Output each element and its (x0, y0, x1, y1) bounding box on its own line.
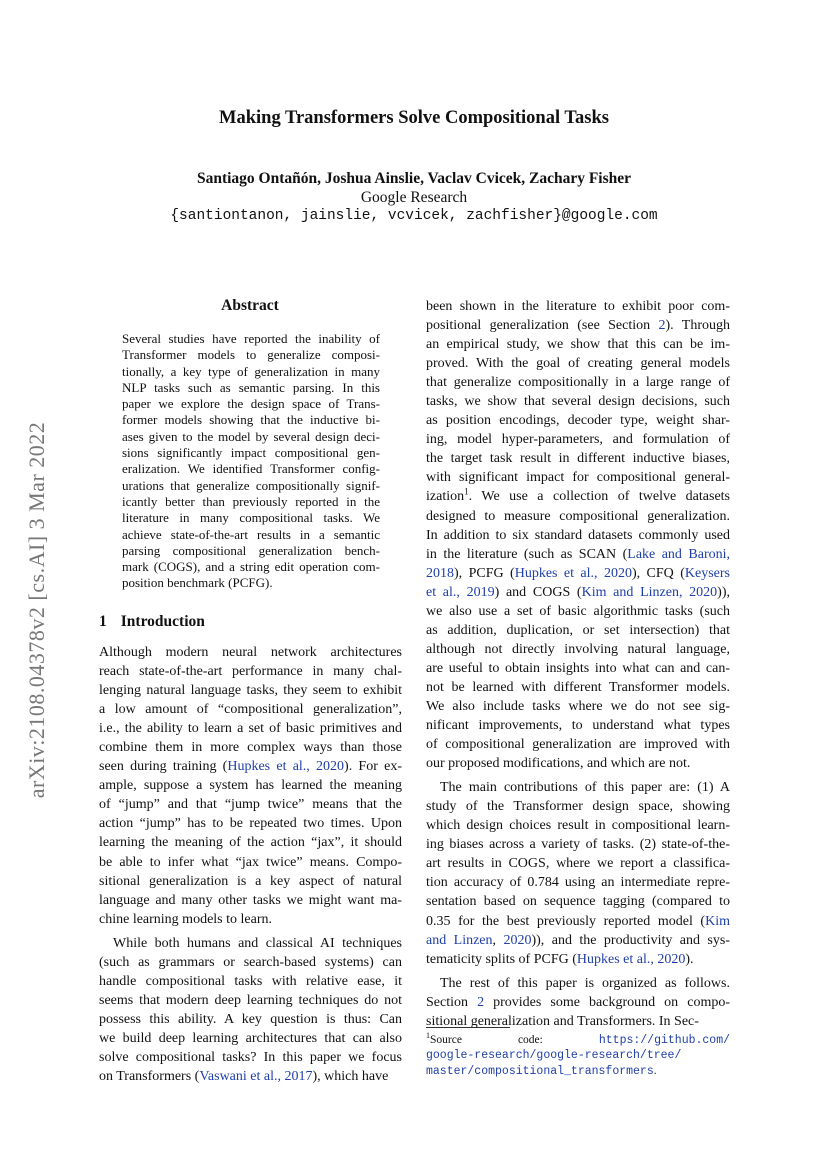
text-line (426, 487, 730, 506)
affiliation: Google Research (360, 189, 468, 206)
text-span: study of the Transformer design space, showing (426, 799, 730, 815)
text-span: NLP tasks such as semantic parsing. In this (122, 379, 380, 395)
text-line (426, 468, 730, 487)
text-line (122, 429, 380, 445)
text-line (122, 527, 380, 543)
section-heading-introduction (99, 613, 205, 631)
text-span: tionally, a key type of generalization in many (122, 363, 380, 379)
footnote-url-part-2[interactable]: google-research/google-research/tree/ (426, 1049, 682, 1063)
text-span: sions significantly impact compositional gen- (122, 445, 380, 461)
text-line (122, 331, 380, 347)
text-span: the target task result in different inductive biases, (426, 451, 730, 467)
text-line (426, 335, 730, 354)
text-line (122, 461, 380, 477)
text-span: Several studies have reported the inability of (122, 331, 380, 346)
text-line (99, 757, 402, 776)
text-span: . We use a collection of twelve datasets (468, 489, 730, 505)
text-span: chine learning models to learn. (99, 911, 272, 927)
text-span: The rest of this paper is organized as follows. (440, 975, 730, 991)
footnote-end: . (653, 1064, 657, 1077)
text-span: seems that modern deep learning techniques do not (99, 992, 402, 1008)
text-span: icantly better than previously reported in the (122, 493, 380, 509)
text-span: While both humans and classical AI techniques (113, 935, 402, 951)
text-line (122, 347, 380, 363)
text-line (122, 412, 380, 428)
text-line (426, 678, 730, 697)
text-span: Transformer models to generalize composi- (122, 347, 380, 363)
author-list: Santiago Ontañón, Joshua Ainslie, Vaclav Cvicek, Zachary Fisher (196, 170, 632, 187)
text-span: tion accuracy of 0.784 using an intermediate repre- (426, 875, 730, 891)
text-line (99, 1048, 402, 1067)
abstract-heading: Abstract (221, 297, 279, 314)
citation-link[interactable]: Kim (705, 913, 730, 929)
text-line (99, 934, 402, 953)
text-span: are useful to obtain insights into what can and can- (426, 660, 730, 676)
text-line (426, 754, 730, 773)
text-span: We also include tasks where we do not see sig- (426, 698, 730, 714)
text-line (426, 583, 730, 602)
text-span: Although modern neural network architectures (99, 645, 402, 660)
text-span: , (492, 932, 504, 948)
text-span: ). For ex- (344, 759, 402, 775)
citation-link[interactable]: Lake and Baroni, (627, 546, 730, 562)
text-line (426, 716, 730, 735)
text-span: paper we explore the design space of Trans- (122, 396, 380, 412)
text-span: literature in many compositional tasks. We (122, 510, 380, 526)
text-line (122, 575, 380, 591)
section-title: Introduction (120, 613, 205, 630)
text-line (99, 1029, 402, 1048)
text-span: provides some background on compo- (484, 994, 730, 1010)
text-span: with significant impact for compositional general- (426, 470, 730, 486)
text-line (426, 564, 730, 583)
text-span: ization (426, 489, 465, 505)
text-line (99, 814, 402, 833)
text-line (99, 795, 402, 814)
text-span: solve compositional tasks? In this paper we focus (99, 1049, 402, 1065)
text-span: ), CFQ ( (631, 565, 685, 581)
text-line (99, 1010, 402, 1029)
text-line (426, 640, 730, 659)
text-line (426, 449, 730, 468)
text-line (426, 621, 730, 640)
text-span: ) and COGS ( (494, 584, 582, 600)
arxiv-stamp (22, 375, 52, 845)
text-line (122, 559, 380, 575)
text-span: sentation based on sequence tagging (compared to (426, 894, 730, 910)
text-line (426, 835, 730, 854)
text-span: as addition, duplication, or set intersection) that (426, 622, 730, 638)
text-line (426, 602, 730, 621)
text-line (122, 445, 380, 461)
footnote-url-part-1[interactable]: https://github.com/ (598, 1034, 730, 1047)
citation-link[interactable]: Hupkes et al., 2020 (227, 759, 345, 775)
text-line (99, 972, 402, 991)
text-line (426, 297, 730, 316)
text-span: proved. With the goal of creating general models (426, 356, 730, 372)
text-span: our proposed modifications, and which are not. (426, 756, 691, 772)
footnote-ref[interactable]: 1 (464, 486, 469, 497)
left-column-text (99, 643, 402, 1086)
footnote-mark: 1 (426, 1031, 430, 1041)
text-line (426, 526, 730, 545)
section-number: 1 (99, 613, 107, 630)
citation-link[interactable]: Keysers (684, 565, 730, 581)
text-span: action “jump” has to be repeated two times. Upon (99, 816, 402, 832)
text-span: ample, suppose a system has learned the meaning (99, 778, 402, 794)
text-line (426, 354, 730, 373)
text-line (99, 833, 402, 852)
text-line (99, 872, 402, 891)
citation-link[interactable]: 2 (477, 994, 485, 1010)
citation-link[interactable]: 2020 (503, 932, 532, 948)
text-span: 0.35 for the best previously reported model ( (426, 913, 706, 929)
text-line (426, 735, 730, 754)
text-line (426, 411, 730, 430)
text-span: sitional generalization is a key aspect of natural (99, 873, 402, 889)
text-span: nificant improvements, to understand what types (426, 718, 730, 734)
author-emails: {santiontanon, jainslie, vcvicek, zachfisher}@google.com (170, 208, 658, 224)
text-span: reach state-of-the-art performance in many chal- (99, 664, 402, 680)
text-span: handle compositional tasks with relative ease, it (99, 973, 402, 989)
text-span: The main contributions of this paper are: (1) A (440, 780, 730, 796)
text-line (99, 1067, 402, 1086)
text-line (122, 396, 380, 412)
text-span: language and many other tasks we might want ma- (99, 892, 402, 908)
text-line (426, 545, 730, 564)
footnote-label: Source (430, 1034, 462, 1046)
text-span: seen during training ( (99, 759, 228, 775)
text-line (99, 776, 402, 795)
citation-link[interactable]: 2 (658, 318, 666, 334)
text-span: that generalize compositionally in a large range of (426, 375, 730, 391)
text-span: parsing compositional generalization bench- (122, 542, 380, 558)
text-line (426, 993, 730, 1012)
text-span: of “jump” and that “jump twice” means that the (99, 797, 402, 813)
text-span: we also use a set of basic algorithmic tasks (such (426, 603, 730, 619)
text-span: (such as grammars or search-based systems) can (99, 954, 402, 970)
text-line (426, 778, 730, 797)
text-span: ), which have (312, 1069, 389, 1085)
text-span: as position encodings, decoder type, weight shar- (426, 413, 730, 429)
text-line (426, 797, 730, 816)
text-span: although not directly involving natural language, (426, 641, 730, 657)
text-line (122, 380, 380, 396)
footnote-rule (426, 1027, 510, 1028)
citation-link[interactable]: et al., 2019 (426, 584, 495, 600)
text-line (99, 891, 402, 910)
text-line (426, 507, 730, 526)
text-span: tematicity splits of PCFG ( (426, 951, 577, 967)
text-span: learning the meaning of the action “jax”, it should (99, 835, 402, 851)
text-span: sitional generalization and Transformers. In Sec- (426, 1013, 699, 1029)
text-line (426, 697, 730, 716)
text-line (426, 816, 730, 835)
text-line (426, 931, 730, 950)
text-span: mark (COGS), and a string edit operation com- (122, 559, 380, 575)
paper-title: Making Transformers Solve Compositional Tasks (219, 108, 609, 128)
text-line (426, 373, 730, 392)
text-line (122, 494, 380, 510)
abstract-body (122, 331, 380, 592)
text-span: possess this ability. A key question is thus: Can (99, 1011, 402, 1027)
arxiv-stamp-text: arXiv:2108.04378v2 [cs.AI] 3 Mar 2022 (24, 421, 49, 799)
text-line (122, 543, 380, 559)
text-span: achieve state-of-the-art results in a semantic (122, 526, 380, 542)
text-span: eralization. We identified Transformer config- (122, 461, 380, 477)
text-span: designed to measure compositional generalization. (426, 508, 730, 524)
text-span: we build deep learning architectures that can also (99, 1030, 402, 1046)
text-line (426, 854, 730, 873)
text-line (426, 659, 730, 678)
text-span: ). Through (665, 318, 731, 334)
text-line (426, 873, 730, 892)
text-span: been shown in the literature to exhibit poor com- (426, 299, 730, 314)
text-line (426, 950, 730, 969)
text-span: former models showing that the inductive bi- (122, 412, 380, 428)
text-span: )), and the productivity and sys- (531, 932, 730, 948)
text-line (99, 738, 402, 757)
text-span: urations that generalize compositionally signif- (122, 477, 380, 493)
text-line (426, 892, 730, 911)
footnote-url-part-3[interactable]: master/compositional_transformers (426, 1064, 654, 1078)
footnote (426, 1033, 730, 1079)
text-line (99, 953, 402, 972)
text-span: tasks, we show that several design decisions, such (426, 394, 730, 410)
text-span: be able to infer what “jax twice” means. Compo- (99, 854, 402, 870)
citation-link[interactable]: Kim and Linzen, 2020 (581, 584, 718, 600)
text-line (426, 974, 730, 993)
text-span: Section (426, 994, 478, 1010)
text-span: i.e., the ability to learn a set of basic primitives and (99, 721, 402, 737)
text-line (426, 430, 730, 449)
text-span: In addition to six standard datasets commonly used (426, 527, 730, 543)
text-span: )), (717, 584, 730, 600)
text-span: not be learned with different Transformer models. (426, 679, 730, 695)
text-line (99, 910, 402, 929)
text-line (426, 316, 730, 335)
text-span: a low amount of “compositional generalization”, (99, 702, 402, 718)
text-span: an empirical study, we show that this can be im- (426, 337, 730, 353)
footnote-code-label: code: (517, 1034, 543, 1046)
text-line (99, 719, 402, 738)
text-line (99, 643, 402, 662)
right-column-text (426, 297, 730, 1031)
text-span: in the literature (such as SCAN ( (426, 546, 628, 562)
text-span: ing, model hyper-parameters, and formulation of (426, 432, 730, 448)
text-line (426, 392, 730, 411)
text-span: on Transformers ( (99, 1069, 200, 1085)
text-line (99, 853, 402, 872)
text-line (122, 478, 380, 494)
citation-link[interactable]: Hupkes et al., 2020 (576, 951, 686, 967)
text-span: ), PCFG ( (454, 565, 515, 581)
text-line (99, 681, 402, 700)
citation-link[interactable]: Hupkes et al., 2020 (514, 565, 632, 581)
text-span: ). (685, 951, 694, 967)
text-span: combine them in more complex ways than those (99, 740, 402, 756)
text-line (426, 912, 730, 931)
citation-link[interactable]: 2018 (426, 565, 454, 581)
citation-link[interactable]: Vaswani et al., 2017 (199, 1069, 313, 1085)
text-span: positional generalization (see Section (426, 318, 659, 334)
text-line (122, 364, 380, 380)
text-span: of compositional generalization are improved with (426, 737, 730, 753)
text-span: art results in COGS, where we report a classifica- (426, 856, 730, 872)
text-span: which design choices result in compositional learn- (426, 818, 730, 834)
text-line (122, 510, 380, 526)
text-span: ing biases across a variety of tasks. (2) state-of-the- (426, 837, 730, 853)
citation-link[interactable]: and Linzen (426, 932, 493, 948)
text-span: position benchmark (PCFG). (122, 575, 273, 591)
text-line (99, 991, 402, 1010)
text-span: ases given to the model by several design deci- (122, 428, 380, 444)
text-line (99, 700, 402, 719)
text-span: lenging natural language tasks, they seem to exhibit (99, 683, 402, 699)
text-line (99, 662, 402, 681)
